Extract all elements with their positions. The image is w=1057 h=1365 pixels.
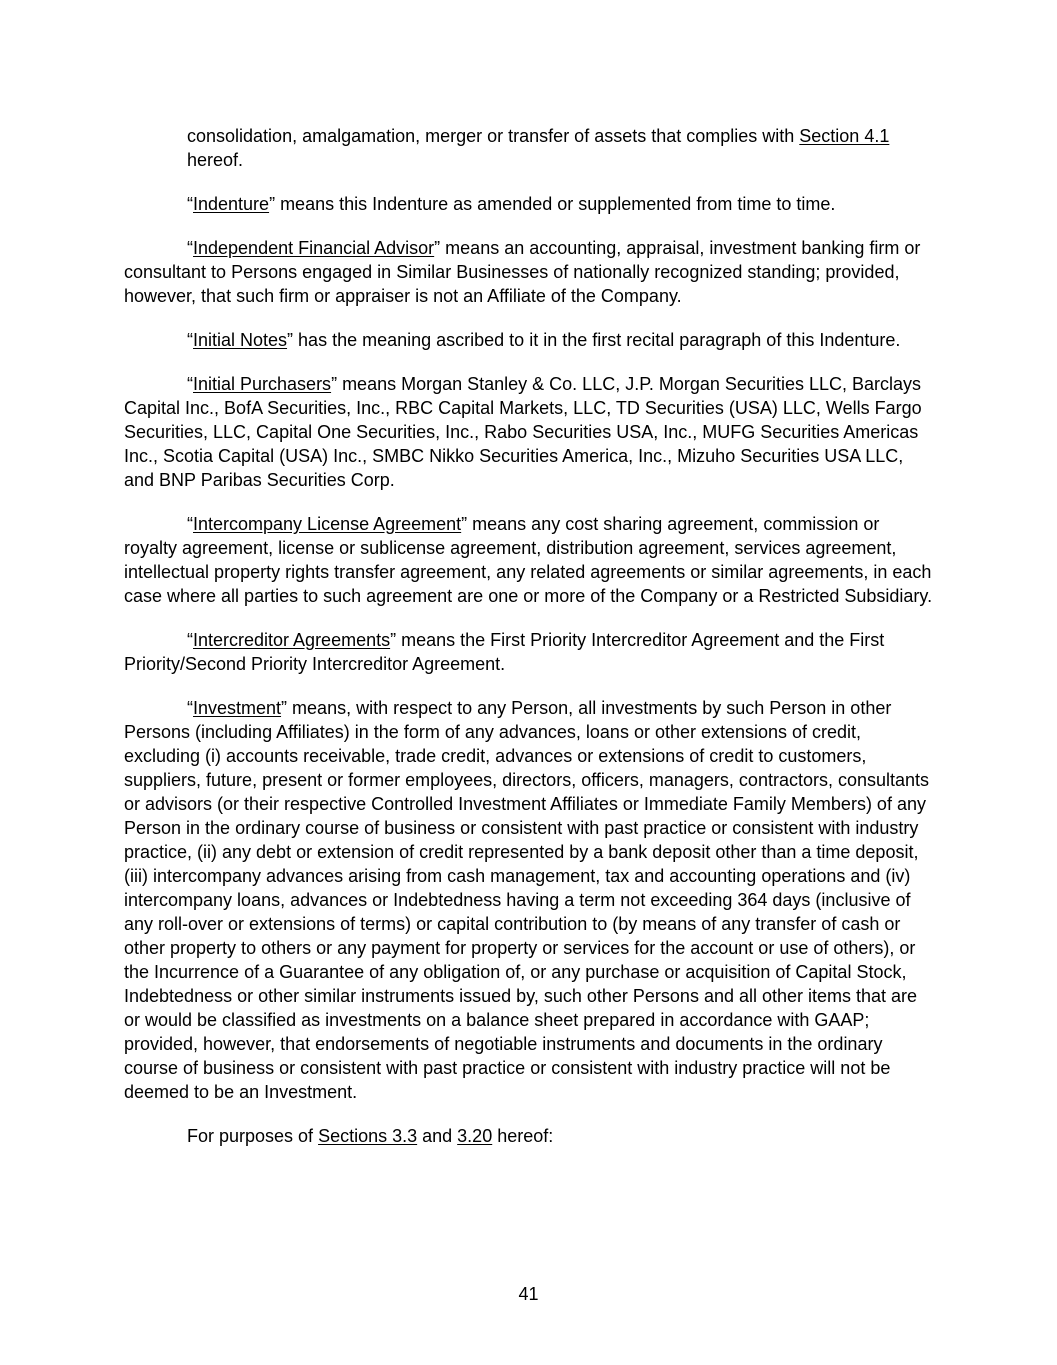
definition-text: means any cost sharing agreement, commission or royalty agreement, license or sublicense agreement, distribution agreement, services agreement, intellectual property rights transfer agreement, any related agreements or similar agreements, in each case where all parties to such agreement are one or more of the Company or a Restricted Subsidiary. xyxy=(124,514,933,606)
section-reference-link[interactable]: Section 4.1 xyxy=(799,126,890,146)
definition-investment xyxy=(124,696,936,1104)
paragraph-text: consolidation, amalgamation, merger or transfer of assets that complies with xyxy=(187,126,800,146)
section-reference-link[interactable]: Sections 3.3 xyxy=(318,1126,418,1146)
open-quote: “ xyxy=(187,330,193,350)
definition-indenture xyxy=(124,192,936,216)
paragraph-text: hereof. xyxy=(187,150,244,170)
close-quote: ” xyxy=(461,514,468,534)
close-quote: ” xyxy=(281,698,288,718)
definition-intercompany-license-agreement xyxy=(124,512,936,608)
definition-text: means Morgan Stanley & Co. LLC, J.P. Morgan Securities LLC, Barclays Capital Inc., BofA Securities, Inc., RBC Capital Markets, LLC, TD Securities (USA) LLC, Wells Fargo Securities, LLC, Capital One Securities, Inc., Rabo Securities USA, Inc., MUFG Securities Americas Inc., Scotia Capital (USA) Inc., SMBC Nikko Securities America, Inc., Mizuho Securities USA LLC, and BNP Paribas Securities Corp. xyxy=(124,374,922,490)
defined-term: Indenture xyxy=(193,194,270,214)
defined-term: Independent Financial Advisor xyxy=(193,238,435,258)
paragraph-text: For purposes of xyxy=(187,1126,319,1146)
definition-initial-notes xyxy=(124,328,936,352)
defined-term: Investment xyxy=(193,698,282,718)
close-quote: ” xyxy=(287,330,294,350)
paragraph-text: and xyxy=(417,1126,458,1146)
defined-term: Intercompany License Agreement xyxy=(193,514,462,534)
close-quote: ” xyxy=(390,630,397,650)
close-quote: ” xyxy=(434,238,441,258)
close-quote: ” xyxy=(269,194,276,214)
defined-term: Intercreditor Agreements xyxy=(193,630,391,650)
definition-text: has the meaning ascribed to it in the first recital paragraph of this Indenture. xyxy=(293,330,901,350)
page-number: 41 xyxy=(518,1284,539,1304)
definition-independent-financial-advisor xyxy=(124,236,936,308)
open-quote: “ xyxy=(187,630,193,650)
definition-text: means an accounting, appraisal, investment banking firm or consultant to Persons engaged in Similar Businesses of nationally recognized standing; provided, however, that such firm or appraiser is not an Affiliate of the Company. xyxy=(124,238,921,306)
paragraph-continuation xyxy=(124,124,936,172)
open-quote: “ xyxy=(187,374,193,394)
definition-text: means, with respect to any Person, all investments by such Person in other Persons (including Affiliates) in the form of any advances, loans or other extensions of credit, excluding (i) accounts receivable, trade credit, advances or extensions of credit to customers, suppliers, future, present or former employees, directors, officers, managers, contractors, consultants or advisors (or their respective Controlled Investment Affiliates or Immediate Family Members) of any Person in the ordinary course of business or consistent with past practice or consistent with industry practice, (ii) any debt or extension of credit represented by a bank deposit other than a time deposit, (iii) intercompany advances arising from cash management, tax and accounting operations and (iv) intercompany loans, advances or Indebtedness having a term not exceeding 364 days (inclusive of any roll-over or extensions of terms) or capital contribution to (by means of any transfer of cash or other property to others or any payment for property or services for the account or use of others), or the Incurrence of a Guarantee of any obligation of, or any purchase or acquisition of Capital Stock, Indebtedness or other similar instruments issued by, such other Persons and all other items that are or would be classified as investments on a balance sheet prepared in accordance with GAAP; provided, however, that endorsements of negotiable instruments and documents in the ordinary course of business or consistent with past practice or consistent with industry practice will not be deemed to be an Investment. xyxy=(124,698,930,1102)
open-quote: “ xyxy=(187,238,193,258)
purposes-paragraph xyxy=(124,1124,936,1148)
definition-intercreditor-agreements xyxy=(124,628,936,676)
definition-text: means this Indenture as amended or supplemented from time to time. xyxy=(275,194,836,214)
open-quote: “ xyxy=(187,194,193,214)
definition-text: means the First Priority Intercreditor Agreement and the First Priority/Second Priority Intercreditor Agreement. xyxy=(124,630,885,674)
section-reference-link[interactable]: 3.20 xyxy=(457,1126,493,1146)
defined-term: Initial Notes xyxy=(193,330,288,350)
document-page xyxy=(124,124,936,1168)
close-quote: ” xyxy=(331,374,338,394)
defined-term: Initial Purchasers xyxy=(193,374,332,394)
paragraph-text: hereof: xyxy=(492,1126,554,1146)
open-quote: “ xyxy=(187,698,193,718)
open-quote: “ xyxy=(187,514,193,534)
definition-initial-purchasers xyxy=(124,372,936,492)
